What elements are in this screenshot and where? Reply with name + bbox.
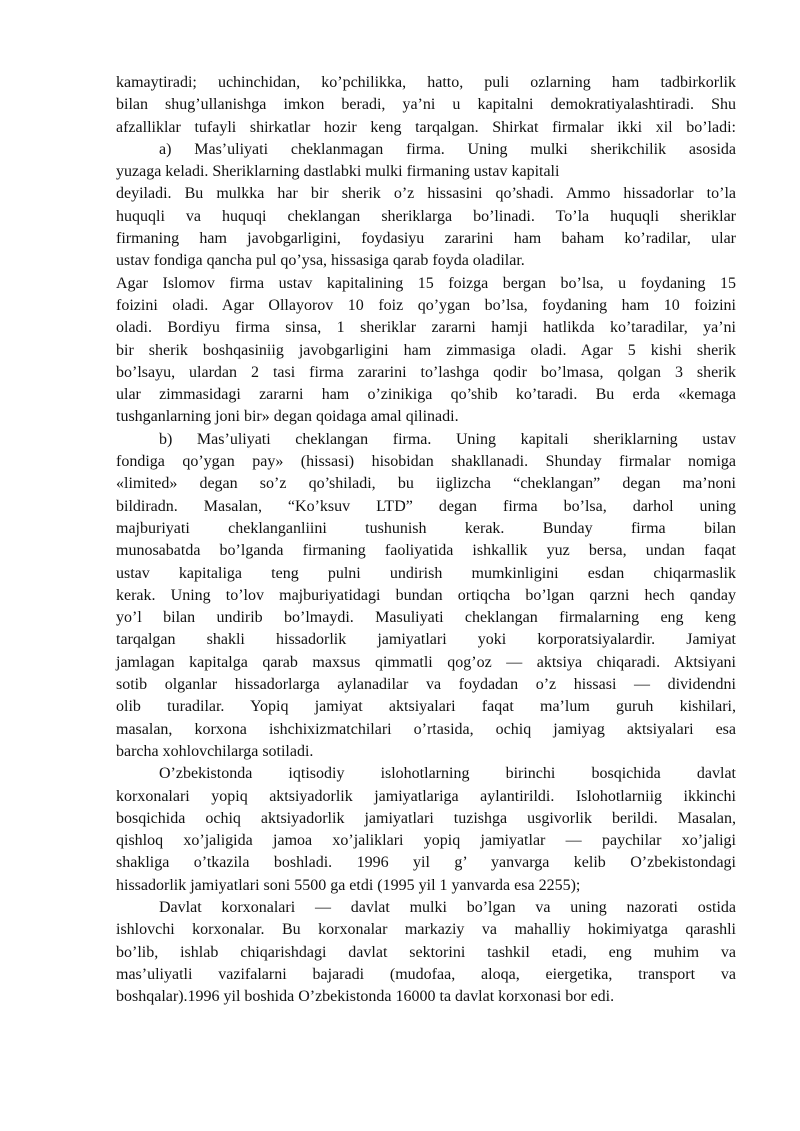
text-line: bo’lib, ishlab chiqarishdagi davlat sektorini tashkil etadi, eng muhim va	[116, 943, 736, 961]
list-item-a-heading: a) Mas’uliyati cheklanmagan firma. Uning mulki sherikchilik asosida	[159, 140, 736, 158]
paragraph-start: O’zbekistonda iqtisodiy islohotlarning birinchi bosqichida davlat	[159, 765, 736, 783]
text-line: bildiradn. Masalan, “Ko’ksuv LTD” degan firma bo’lsa, darhol uning	[116, 497, 736, 515]
text-line: fondiga qo’ygan pay» (hissasi) hisobidan shakllanadi. Shunday firmalar nomiga	[116, 453, 736, 471]
text-line: yo’l bilan undirib bo’lmaydi. Masuliyati cheklangan firmalarning eng keng	[116, 609, 736, 627]
text-line: foizini oladi. Agar Ollayorov 10 foiz qo’ygan bo’lsa, foydaning ham 10 foizini	[116, 296, 736, 314]
text-line: hissadorlik jamiyatlari soni 5500 ga etdi (1995 yil 1 yanvarda esa 2255);	[116, 876, 581, 894]
text-line: ustav kapitaliga teng pulni undirish mumkinligini esdan chiqarmaslik	[116, 564, 736, 582]
text-line: bo’lsayu, ulardan 2 tasi firma zararini to’lashga qodir bo’lmasa, qolgan 3 sherik	[116, 363, 736, 381]
text-line: bosqichida ochiq aktsiyadorlik jamiyatlari tuzishga usgivorlik berildi. Masalan,	[116, 809, 736, 827]
text-line: bilan shug’ullanishga imkon beradi, ya’ni u kapitalni demokratiyalashtiradi. Shu	[116, 96, 736, 114]
text-line: qishloq xo’jaligida jamoa xo’jaliklari yopiq jamiyatlar — paychilar xo’jaligi	[116, 832, 736, 850]
paragraph-start: Davlat korxonalari — davlat mulki bo’lgan va uning nazorati ostida	[159, 898, 736, 916]
list-item-b-heading: b) Mas’uliyati cheklangan firma. Uning kapitali sheriklarning ustav	[159, 430, 736, 448]
text-line: mas’uliyatli vazifalarni bajaradi (mudofaa, aloqa, eiergetika, transport va	[116, 965, 736, 983]
text-line: jamlagan kapitalga qarab maxsus qimmatli qog’oz — aktsiya chiqaradi. Aktsiyani	[116, 653, 736, 671]
text-line: munosabatda bo’lganda firmaning faoliyatida ishkallik yuz bersa, undan faqat	[116, 542, 736, 560]
text-line: yuzaga keladi. Sheriklarning dastlabki mulki firmaning ustav kapitali	[116, 163, 560, 181]
text-line: ular zimmasidagi zararni ham o’zinikiga qo’shib ko’taradi. Bu erda «kemaga	[116, 386, 736, 404]
text-line: firmaning ham javobgarligini, foydasiyu zararini ham baham ko’radilar, ular	[116, 230, 736, 248]
text-line: olib turadilar. Yopiq jamiyat aktsiyalari faqat ma’lum guruh kishilari,	[116, 698, 736, 716]
document-page	[116, 72, 736, 1008]
text-line: tarqalgan shakli hissadorlik jamiyatlari yoki korporatsiyalardir. Jamiyat	[116, 631, 736, 649]
text-line: majburiyati cheklanganliini tushunish kerak. Bunday firma bilan	[116, 519, 736, 537]
text-line: «limited» degan so’z qo’shiladi, bu iiglizcha “cheklangan” degan ma’noni	[116, 475, 736, 493]
text-line: boshqalar).1996 yil boshida O’zbekistonda 16000 ta davlat korxonasi bor edi.	[116, 988, 615, 1006]
text-line: deyiladi. Bu mulkka har bir sherik o’z hissasini qo’shadi. Ammo hissadorlar to’la	[116, 185, 736, 203]
text-line: kamaytiradi; uchinchidan, ko’pchilikka, hatto, puli ozlarning ham tadbirkorlik	[116, 74, 736, 91]
text-line: Agar Islomov firma ustav kapitalining 15 foizga bergan bo’lsa, u foydaning 15	[116, 274, 736, 292]
text-line: tushganlarning joni bir» degan qoidaga amal qilinadi.	[116, 408, 459, 426]
text-line: korxonalari yopiq aktsiyadorlik jamiyatlariga aylantirildi. Islohotlarniig ikkinchi	[116, 787, 736, 805]
text-line: huquqli va huquqi cheklangan sheriklarga bo’linadi. To’la huquqli sheriklar	[116, 207, 736, 225]
text-line: bir sherik boshqasiniig javobgarligini ham zimmasiga oladi. Agar 5 kishi sherik	[116, 341, 736, 359]
text-line: oladi. Bordiyu firma sinsa, 1 sheriklar zararni hamji hatlikda ko’taradilar, ya’ni	[116, 319, 736, 337]
text-line: barcha xohlovchilarga sotiladi.	[116, 742, 314, 760]
text-line: kerak. Uning to’lov majburiyatidagi bundan ortiqcha bo’lgan qarzni hech qanday	[116, 586, 736, 604]
text-line: ustav fondiga qancha pul qo’ysa, hissasiga qarab foyda oladilar.	[116, 252, 525, 270]
text-line: afzalliklar tufayli shirkatlar hozir keng tarqalgan. Shirkat firmalar ikki xil bo’ladi:	[116, 118, 736, 136]
text-line: sotib olganlar hissadorlarga aylanadilar va foydadan o’z hissasi — dividendni	[116, 676, 736, 694]
text-line: masalan, korxona ishchixizmatchilari o’rtasida, ochiq jamiyag aktsiyalari esa	[116, 720, 736, 738]
text-line: ishlovchi korxonalar. Bu korxonalar markaziy va mahalliy hokimiyatga qarashli	[116, 921, 736, 939]
text-line: shakliga o’tkazila boshladi. 1996 yil g’ yanvarga kelib O’zbekistondagi	[116, 854, 736, 872]
